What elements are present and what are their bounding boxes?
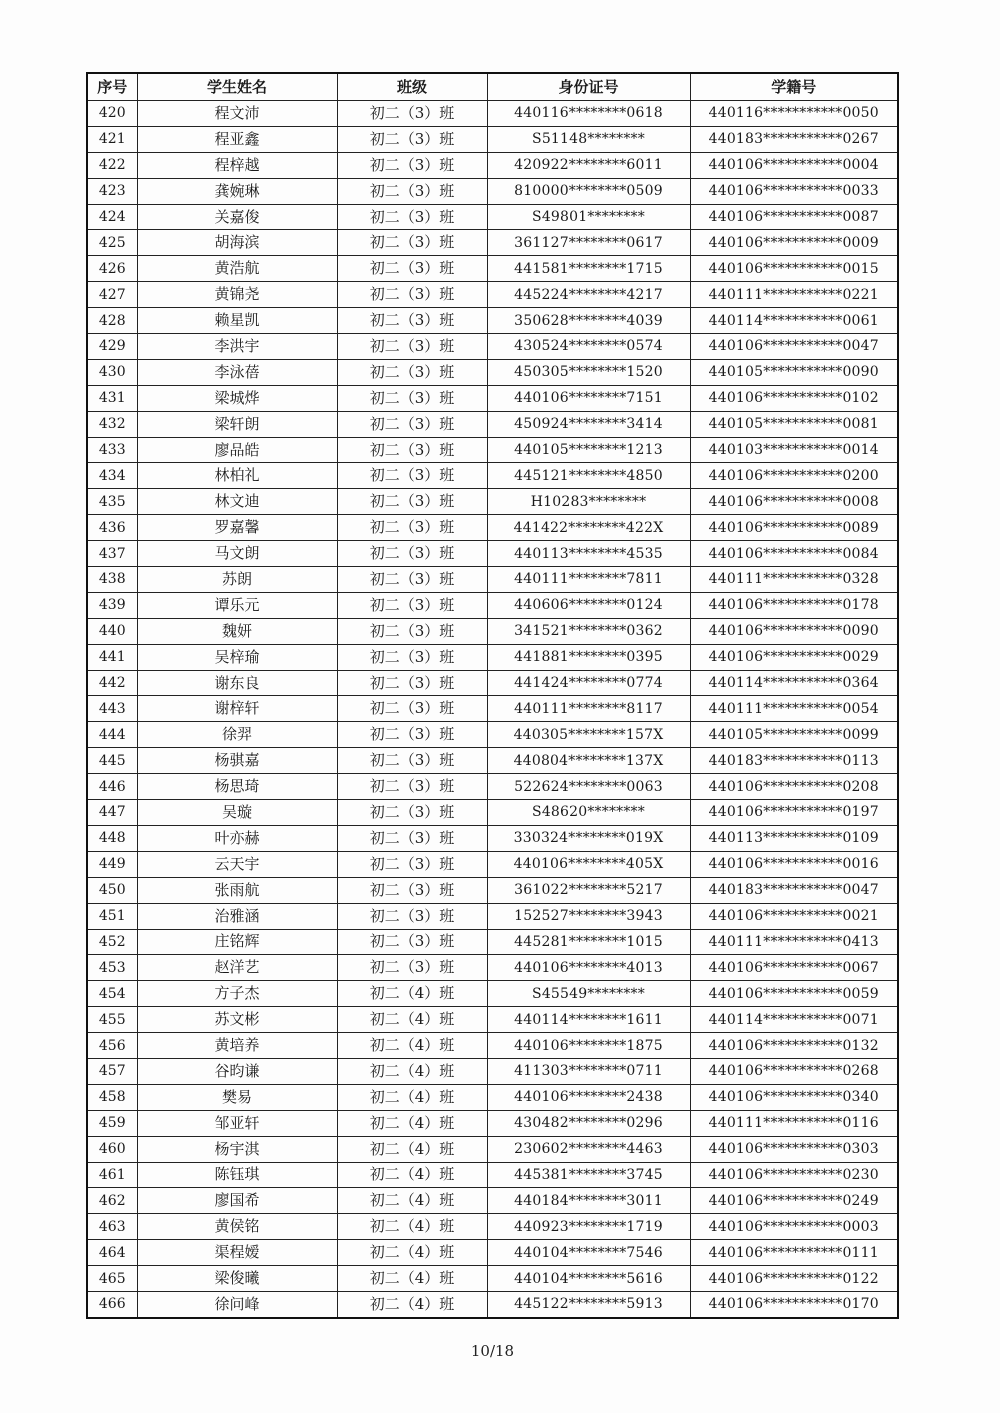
cell-class: 初二（4）班 <box>337 1007 487 1033</box>
cell-name: 廖品皓 <box>137 437 337 463</box>
cell-student-registration: 440106***********0111 <box>690 1240 898 1266</box>
cell-id-number: 441881********0395 <box>487 644 690 670</box>
cell-student-registration: 440106***********0009 <box>690 230 898 256</box>
cell-name: 方子杰 <box>137 981 337 1007</box>
cell-name: 杨宇淇 <box>137 1136 337 1162</box>
cell-name: 李洪宇 <box>137 334 337 360</box>
cell-class: 初二（3）班 <box>337 955 487 981</box>
cell-student-registration: 440106***********0268 <box>690 1058 898 1084</box>
cell-student-registration: 440106***********0047 <box>690 334 898 360</box>
cell-id-number: S48620******** <box>487 800 690 826</box>
cell-id-number: 441422********422X <box>487 515 690 541</box>
cell-class: 初二（3）班 <box>337 334 487 360</box>
cell-id-number: 440116********0618 <box>487 101 690 127</box>
cell-class: 初二（3）班 <box>337 541 487 567</box>
cell-class: 初二（3）班 <box>337 696 487 722</box>
cell-seq: 456 <box>87 1033 137 1059</box>
cell-id-number: S45549******** <box>487 981 690 1007</box>
cell-class: 初二（3）班 <box>337 877 487 903</box>
cell-id-number: S51148******** <box>487 126 690 152</box>
cell-id-number: 440111********8117 <box>487 696 690 722</box>
cell-seq: 451 <box>87 903 137 929</box>
cell-name: 谢东良 <box>137 670 337 696</box>
cell-student-registration: 440114***********0364 <box>690 670 898 696</box>
table-row <box>87 282 898 308</box>
cell-id-number: 440113********4535 <box>487 541 690 567</box>
cell-id-number: 152527********3943 <box>487 903 690 929</box>
cell-class: 初二（4）班 <box>337 1266 487 1292</box>
cell-name: 程梓越 <box>137 152 337 178</box>
cell-class: 初二（4）班 <box>337 1214 487 1240</box>
cell-seq: 438 <box>87 567 137 593</box>
table-row <box>87 515 898 541</box>
cell-name: 樊易 <box>137 1084 337 1110</box>
cell-class: 初二（4）班 <box>337 1136 487 1162</box>
cell-class: 初二（3）班 <box>337 748 487 774</box>
table-row <box>87 722 898 748</box>
cell-class: 初二（4）班 <box>337 981 487 1007</box>
cell-class: 初二（3）班 <box>337 256 487 282</box>
table-row <box>87 152 898 178</box>
cell-student-registration: 440106***********0208 <box>690 774 898 800</box>
cell-class: 初二（3）班 <box>337 152 487 178</box>
cell-seq: 460 <box>87 1136 137 1162</box>
cell-class: 初二（4）班 <box>337 1162 487 1188</box>
cell-class: 初二（3）班 <box>337 567 487 593</box>
cell-id-number: 440305********157X <box>487 722 690 748</box>
cell-seq: 428 <box>87 308 137 334</box>
cell-name: 叶亦赫 <box>137 825 337 851</box>
cell-class: 初二（3）班 <box>337 929 487 955</box>
table-row <box>87 204 898 230</box>
cell-id-number: 440923********1719 <box>487 1214 690 1240</box>
cell-student-registration: 440106***********0178 <box>690 592 898 618</box>
header-name: 学生姓名 <box>137 73 337 101</box>
cell-id-number: 440106********2438 <box>487 1084 690 1110</box>
cell-student-registration: 440105***********0090 <box>690 359 898 385</box>
cell-student-registration: 440106***********0003 <box>690 1214 898 1240</box>
table-row <box>87 903 898 929</box>
cell-name: 魏妍 <box>137 618 337 644</box>
cell-name: 龚婉琳 <box>137 178 337 204</box>
table-row <box>87 774 898 800</box>
cell-id-number: 440184********3011 <box>487 1188 690 1214</box>
cell-seq: 425 <box>87 230 137 256</box>
cell-id-number: 420922********6011 <box>487 152 690 178</box>
cell-seq: 461 <box>87 1162 137 1188</box>
table-row <box>87 385 898 411</box>
cell-name: 谢梓轩 <box>137 696 337 722</box>
cell-class: 初二（3）班 <box>337 411 487 437</box>
cell-seq: 435 <box>87 489 137 515</box>
cell-student-registration: 440106***********0029 <box>690 644 898 670</box>
cell-student-registration: 440106***********0102 <box>690 385 898 411</box>
cell-class: 初二（3）班 <box>337 851 487 877</box>
cell-id-number: 441581********1715 <box>487 256 690 282</box>
cell-student-registration: 440114***********0061 <box>690 308 898 334</box>
table-row <box>87 101 898 127</box>
table-row <box>87 1136 898 1162</box>
cell-seq: 457 <box>87 1058 137 1084</box>
cell-name: 胡海滨 <box>137 230 337 256</box>
cell-student-registration: 440114***********0071 <box>690 1007 898 1033</box>
cell-seq: 437 <box>87 541 137 567</box>
cell-name: 云天宇 <box>137 851 337 877</box>
table-row <box>87 1291 898 1317</box>
cell-name: 赵洋艺 <box>137 955 337 981</box>
cell-id-number: 440606********0124 <box>487 592 690 618</box>
cell-name: 梁俊曦 <box>137 1266 337 1292</box>
cell-student-registration: 440106***********0016 <box>690 851 898 877</box>
cell-seq: 429 <box>87 334 137 360</box>
cell-student-registration: 440111***********0221 <box>690 282 898 308</box>
cell-id-number: 440106********4013 <box>487 955 690 981</box>
cell-class: 初二（3）班 <box>337 800 487 826</box>
cell-name: 杨骐嘉 <box>137 748 337 774</box>
cell-name: 李泳蓓 <box>137 359 337 385</box>
cell-class: 初二（3）班 <box>337 489 487 515</box>
cell-name: 梁城烨 <box>137 385 337 411</box>
cell-seq: 452 <box>87 929 137 955</box>
cell-class: 初二（3）班 <box>337 359 487 385</box>
cell-seq: 422 <box>87 152 137 178</box>
cell-class: 初二（3）班 <box>337 618 487 644</box>
cell-class: 初二（4）班 <box>337 1084 487 1110</box>
cell-seq: 466 <box>87 1291 137 1317</box>
table-row <box>87 178 898 204</box>
cell-student-registration: 440106***********0340 <box>690 1084 898 1110</box>
cell-seq: 465 <box>87 1266 137 1292</box>
cell-seq: 459 <box>87 1110 137 1136</box>
cell-seq: 447 <box>87 800 137 826</box>
cell-id-number: 450305********1520 <box>487 359 690 385</box>
table-row <box>87 359 898 385</box>
cell-class: 初二（3）班 <box>337 308 487 334</box>
cell-class: 初二（3）班 <box>337 722 487 748</box>
cell-student-registration: 440113***********0109 <box>690 825 898 851</box>
cell-seq: 450 <box>87 877 137 903</box>
table-row <box>87 1266 898 1292</box>
cell-name: 庄铭辉 <box>137 929 337 955</box>
table-row <box>87 929 898 955</box>
cell-id-number: 440804********137X <box>487 748 690 774</box>
cell-name: 邹亚轩 <box>137 1110 337 1136</box>
cell-name: 黄培养 <box>137 1033 337 1059</box>
table-row <box>87 334 898 360</box>
cell-seq: 454 <box>87 981 137 1007</box>
cell-name: 渠程嫒 <box>137 1240 337 1266</box>
table-row <box>87 644 898 670</box>
cell-seq: 440 <box>87 618 137 644</box>
cell-class: 初二（4）班 <box>337 1058 487 1084</box>
cell-class: 初二（4）班 <box>337 1033 487 1059</box>
cell-student-registration: 440106***********0122 <box>690 1266 898 1292</box>
cell-id-number: 445281********1015 <box>487 929 690 955</box>
cell-student-registration: 440111***********0116 <box>690 1110 898 1136</box>
table-row <box>87 618 898 644</box>
cell-seq: 434 <box>87 463 137 489</box>
cell-student-registration: 440106***********0200 <box>690 463 898 489</box>
cell-id-number: 450924********3414 <box>487 411 690 437</box>
header-id-number: 身份证号 <box>487 73 690 101</box>
cell-class: 初二（4）班 <box>337 1188 487 1214</box>
cell-name: 徐羿 <box>137 722 337 748</box>
table-row <box>87 1162 898 1188</box>
cell-id-number: 430482********0296 <box>487 1110 690 1136</box>
cell-seq: 424 <box>87 204 137 230</box>
cell-class: 初二（3）班 <box>337 230 487 256</box>
table-row <box>87 1007 898 1033</box>
table-row <box>87 800 898 826</box>
cell-student-registration: 440105***********0081 <box>690 411 898 437</box>
cell-name: 赖星凯 <box>137 308 337 334</box>
cell-student-registration: 440111***********0054 <box>690 696 898 722</box>
cell-name: 程文沛 <box>137 101 337 127</box>
cell-seq: 443 <box>87 696 137 722</box>
cell-name: 梁轩朗 <box>137 411 337 437</box>
cell-id-number: 411303********0711 <box>487 1058 690 1084</box>
cell-id-number: 522624********0063 <box>487 774 690 800</box>
cell-student-registration: 440106***********0067 <box>690 955 898 981</box>
cell-seq: 464 <box>87 1240 137 1266</box>
table-body <box>87 101 898 1318</box>
cell-id-number: 230602********4463 <box>487 1136 690 1162</box>
cell-class: 初二（3）班 <box>337 463 487 489</box>
cell-class: 初二（3）班 <box>337 903 487 929</box>
cell-class: 初二（3）班 <box>337 644 487 670</box>
cell-name: 谷昀谦 <box>137 1058 337 1084</box>
table-row <box>87 670 898 696</box>
cell-seq: 420 <box>87 101 137 127</box>
cell-name: 徐问峰 <box>137 1291 337 1317</box>
cell-seq: 431 <box>87 385 137 411</box>
cell-student-registration: 440106***********0132 <box>690 1033 898 1059</box>
cell-id-number: H10283******** <box>487 489 690 515</box>
cell-student-registration: 440106***********0087 <box>690 204 898 230</box>
table-row <box>87 463 898 489</box>
cell-class: 初二（3）班 <box>337 178 487 204</box>
cell-name: 陈钰琪 <box>137 1162 337 1188</box>
table-row <box>87 877 898 903</box>
table-row <box>87 592 898 618</box>
cell-id-number: 440106********405X <box>487 851 690 877</box>
table-row <box>87 1188 898 1214</box>
cell-student-registration: 440106***********0004 <box>690 152 898 178</box>
cell-id-number: 440111********7811 <box>487 567 690 593</box>
student-roster-table <box>86 72 899 1319</box>
table-row <box>87 126 898 152</box>
table-header-row <box>87 73 898 101</box>
cell-class: 初二（3）班 <box>337 126 487 152</box>
cell-class: 初二（3）班 <box>337 825 487 851</box>
cell-seq: 426 <box>87 256 137 282</box>
cell-name: 黄锦尧 <box>137 282 337 308</box>
cell-student-registration: 440106***********0084 <box>690 541 898 567</box>
table-row <box>87 955 898 981</box>
cell-seq: 439 <box>87 592 137 618</box>
cell-student-registration: 440106***********0249 <box>690 1188 898 1214</box>
cell-seq: 442 <box>87 670 137 696</box>
cell-class: 初二（3）班 <box>337 774 487 800</box>
cell-id-number: 341521********0362 <box>487 618 690 644</box>
cell-name: 苏朗 <box>137 567 337 593</box>
cell-name: 吴梓瑜 <box>137 644 337 670</box>
cell-seq: 463 <box>87 1214 137 1240</box>
cell-name: 廖国希 <box>137 1188 337 1214</box>
table-row <box>87 489 898 515</box>
cell-name: 林文迪 <box>137 489 337 515</box>
cell-id-number: 350628********4039 <box>487 308 690 334</box>
table-row <box>87 308 898 334</box>
cell-student-registration: 440106***********0230 <box>690 1162 898 1188</box>
table-row <box>87 230 898 256</box>
cell-student-registration: 440106***********0090 <box>690 618 898 644</box>
cell-id-number: 445224********4217 <box>487 282 690 308</box>
table-row <box>87 437 898 463</box>
table-row <box>87 748 898 774</box>
cell-seq: 445 <box>87 748 137 774</box>
table-row <box>87 256 898 282</box>
cell-id-number: 361127********0617 <box>487 230 690 256</box>
cell-id-number: 430524********0574 <box>487 334 690 360</box>
cell-student-registration: 440106***********0059 <box>690 981 898 1007</box>
cell-id-number: 445381********3745 <box>487 1162 690 1188</box>
cell-id-number: 440104********7546 <box>487 1240 690 1266</box>
cell-seq: 441 <box>87 644 137 670</box>
cell-id-number: 330324********019X <box>487 825 690 851</box>
cell-student-registration: 440103***********0014 <box>690 437 898 463</box>
cell-class: 初二（4）班 <box>337 1240 487 1266</box>
cell-id-number: 810000********0509 <box>487 178 690 204</box>
cell-student-registration: 440183***********0113 <box>690 748 898 774</box>
cell-name: 黄侯铭 <box>137 1214 337 1240</box>
cell-seq: 421 <box>87 126 137 152</box>
table-row <box>87 1084 898 1110</box>
table-row <box>87 411 898 437</box>
cell-id-number: 441424********0774 <box>487 670 690 696</box>
cell-id-number: 440105********1213 <box>487 437 690 463</box>
cell-student-registration: 440106***********0303 <box>690 1136 898 1162</box>
table-row <box>87 851 898 877</box>
cell-seq: 458 <box>87 1084 137 1110</box>
cell-name: 林柏礼 <box>137 463 337 489</box>
cell-seq: 432 <box>87 411 137 437</box>
header-student-registration: 学籍号 <box>690 73 898 101</box>
table-row <box>87 1058 898 1084</box>
cell-student-registration: 440106***********0021 <box>690 903 898 929</box>
cell-seq: 436 <box>87 515 137 541</box>
cell-name: 程亚鑫 <box>137 126 337 152</box>
cell-class: 初二（3）班 <box>337 101 487 127</box>
cell-name: 吴璇 <box>137 800 337 826</box>
cell-id-number: 361022********5217 <box>487 877 690 903</box>
cell-student-registration: 440111***********0413 <box>690 929 898 955</box>
cell-student-registration: 440106***********0015 <box>690 256 898 282</box>
page-number: 10/18 <box>470 1342 515 1360</box>
cell-name: 罗嘉馨 <box>137 515 337 541</box>
cell-id-number: 440114********1611 <box>487 1007 690 1033</box>
cell-name: 谭乐元 <box>137 592 337 618</box>
cell-class: 初二（3）班 <box>337 204 487 230</box>
table-row <box>87 1033 898 1059</box>
cell-seq: 427 <box>87 282 137 308</box>
cell-class: 初二（4）班 <box>337 1291 487 1317</box>
cell-seq: 430 <box>87 359 137 385</box>
cell-seq: 455 <box>87 1007 137 1033</box>
cell-name: 治雅涵 <box>137 903 337 929</box>
cell-class: 初二（3）班 <box>337 515 487 541</box>
cell-class: 初二（3）班 <box>337 592 487 618</box>
cell-class: 初二（3）班 <box>337 385 487 411</box>
cell-id-number: 440106********1875 <box>487 1033 690 1059</box>
cell-class: 初二（4）班 <box>337 1110 487 1136</box>
cell-student-registration: 440106***********0197 <box>690 800 898 826</box>
cell-student-registration: 440106***********0170 <box>690 1291 898 1317</box>
cell-name: 马文朗 <box>137 541 337 567</box>
cell-name: 黄浩航 <box>137 256 337 282</box>
cell-name: 杨思琦 <box>137 774 337 800</box>
table-row <box>87 981 898 1007</box>
table-row <box>87 696 898 722</box>
cell-seq: 462 <box>87 1188 137 1214</box>
cell-id-number: 440104********5616 <box>487 1266 690 1292</box>
cell-student-registration: 440106***********0033 <box>690 178 898 204</box>
cell-student-registration: 440111***********0328 <box>690 567 898 593</box>
cell-seq: 449 <box>87 851 137 877</box>
cell-student-registration: 440106***********0089 <box>690 515 898 541</box>
cell-name: 张雨航 <box>137 877 337 903</box>
cell-seq: 448 <box>87 825 137 851</box>
cell-class: 初二（3）班 <box>337 282 487 308</box>
cell-id-number: S49801******** <box>487 204 690 230</box>
cell-id-number: 440106********7151 <box>487 385 690 411</box>
table-row <box>87 1214 898 1240</box>
header-seq: 序号 <box>87 73 137 101</box>
table-row <box>87 541 898 567</box>
cell-seq: 444 <box>87 722 137 748</box>
cell-student-registration: 440116***********0050 <box>690 101 898 127</box>
cell-name: 苏文彬 <box>137 1007 337 1033</box>
cell-seq: 433 <box>87 437 137 463</box>
cell-seq: 446 <box>87 774 137 800</box>
cell-student-registration: 440183***********0267 <box>690 126 898 152</box>
table-row <box>87 1240 898 1266</box>
cell-student-registration: 440105***********0099 <box>690 722 898 748</box>
cell-name: 关嘉俊 <box>137 204 337 230</box>
cell-seq: 423 <box>87 178 137 204</box>
cell-student-registration: 440106***********0008 <box>690 489 898 515</box>
cell-seq: 453 <box>87 955 137 981</box>
table-row <box>87 567 898 593</box>
table-row <box>87 825 898 851</box>
cell-class: 初二（3）班 <box>337 437 487 463</box>
cell-id-number: 445122********5913 <box>487 1291 690 1317</box>
cell-class: 初二（3）班 <box>337 670 487 696</box>
table-row <box>87 1110 898 1136</box>
cell-student-registration: 440183***********0047 <box>690 877 898 903</box>
header-class: 班级 <box>337 73 487 101</box>
cell-id-number: 445121********4850 <box>487 463 690 489</box>
